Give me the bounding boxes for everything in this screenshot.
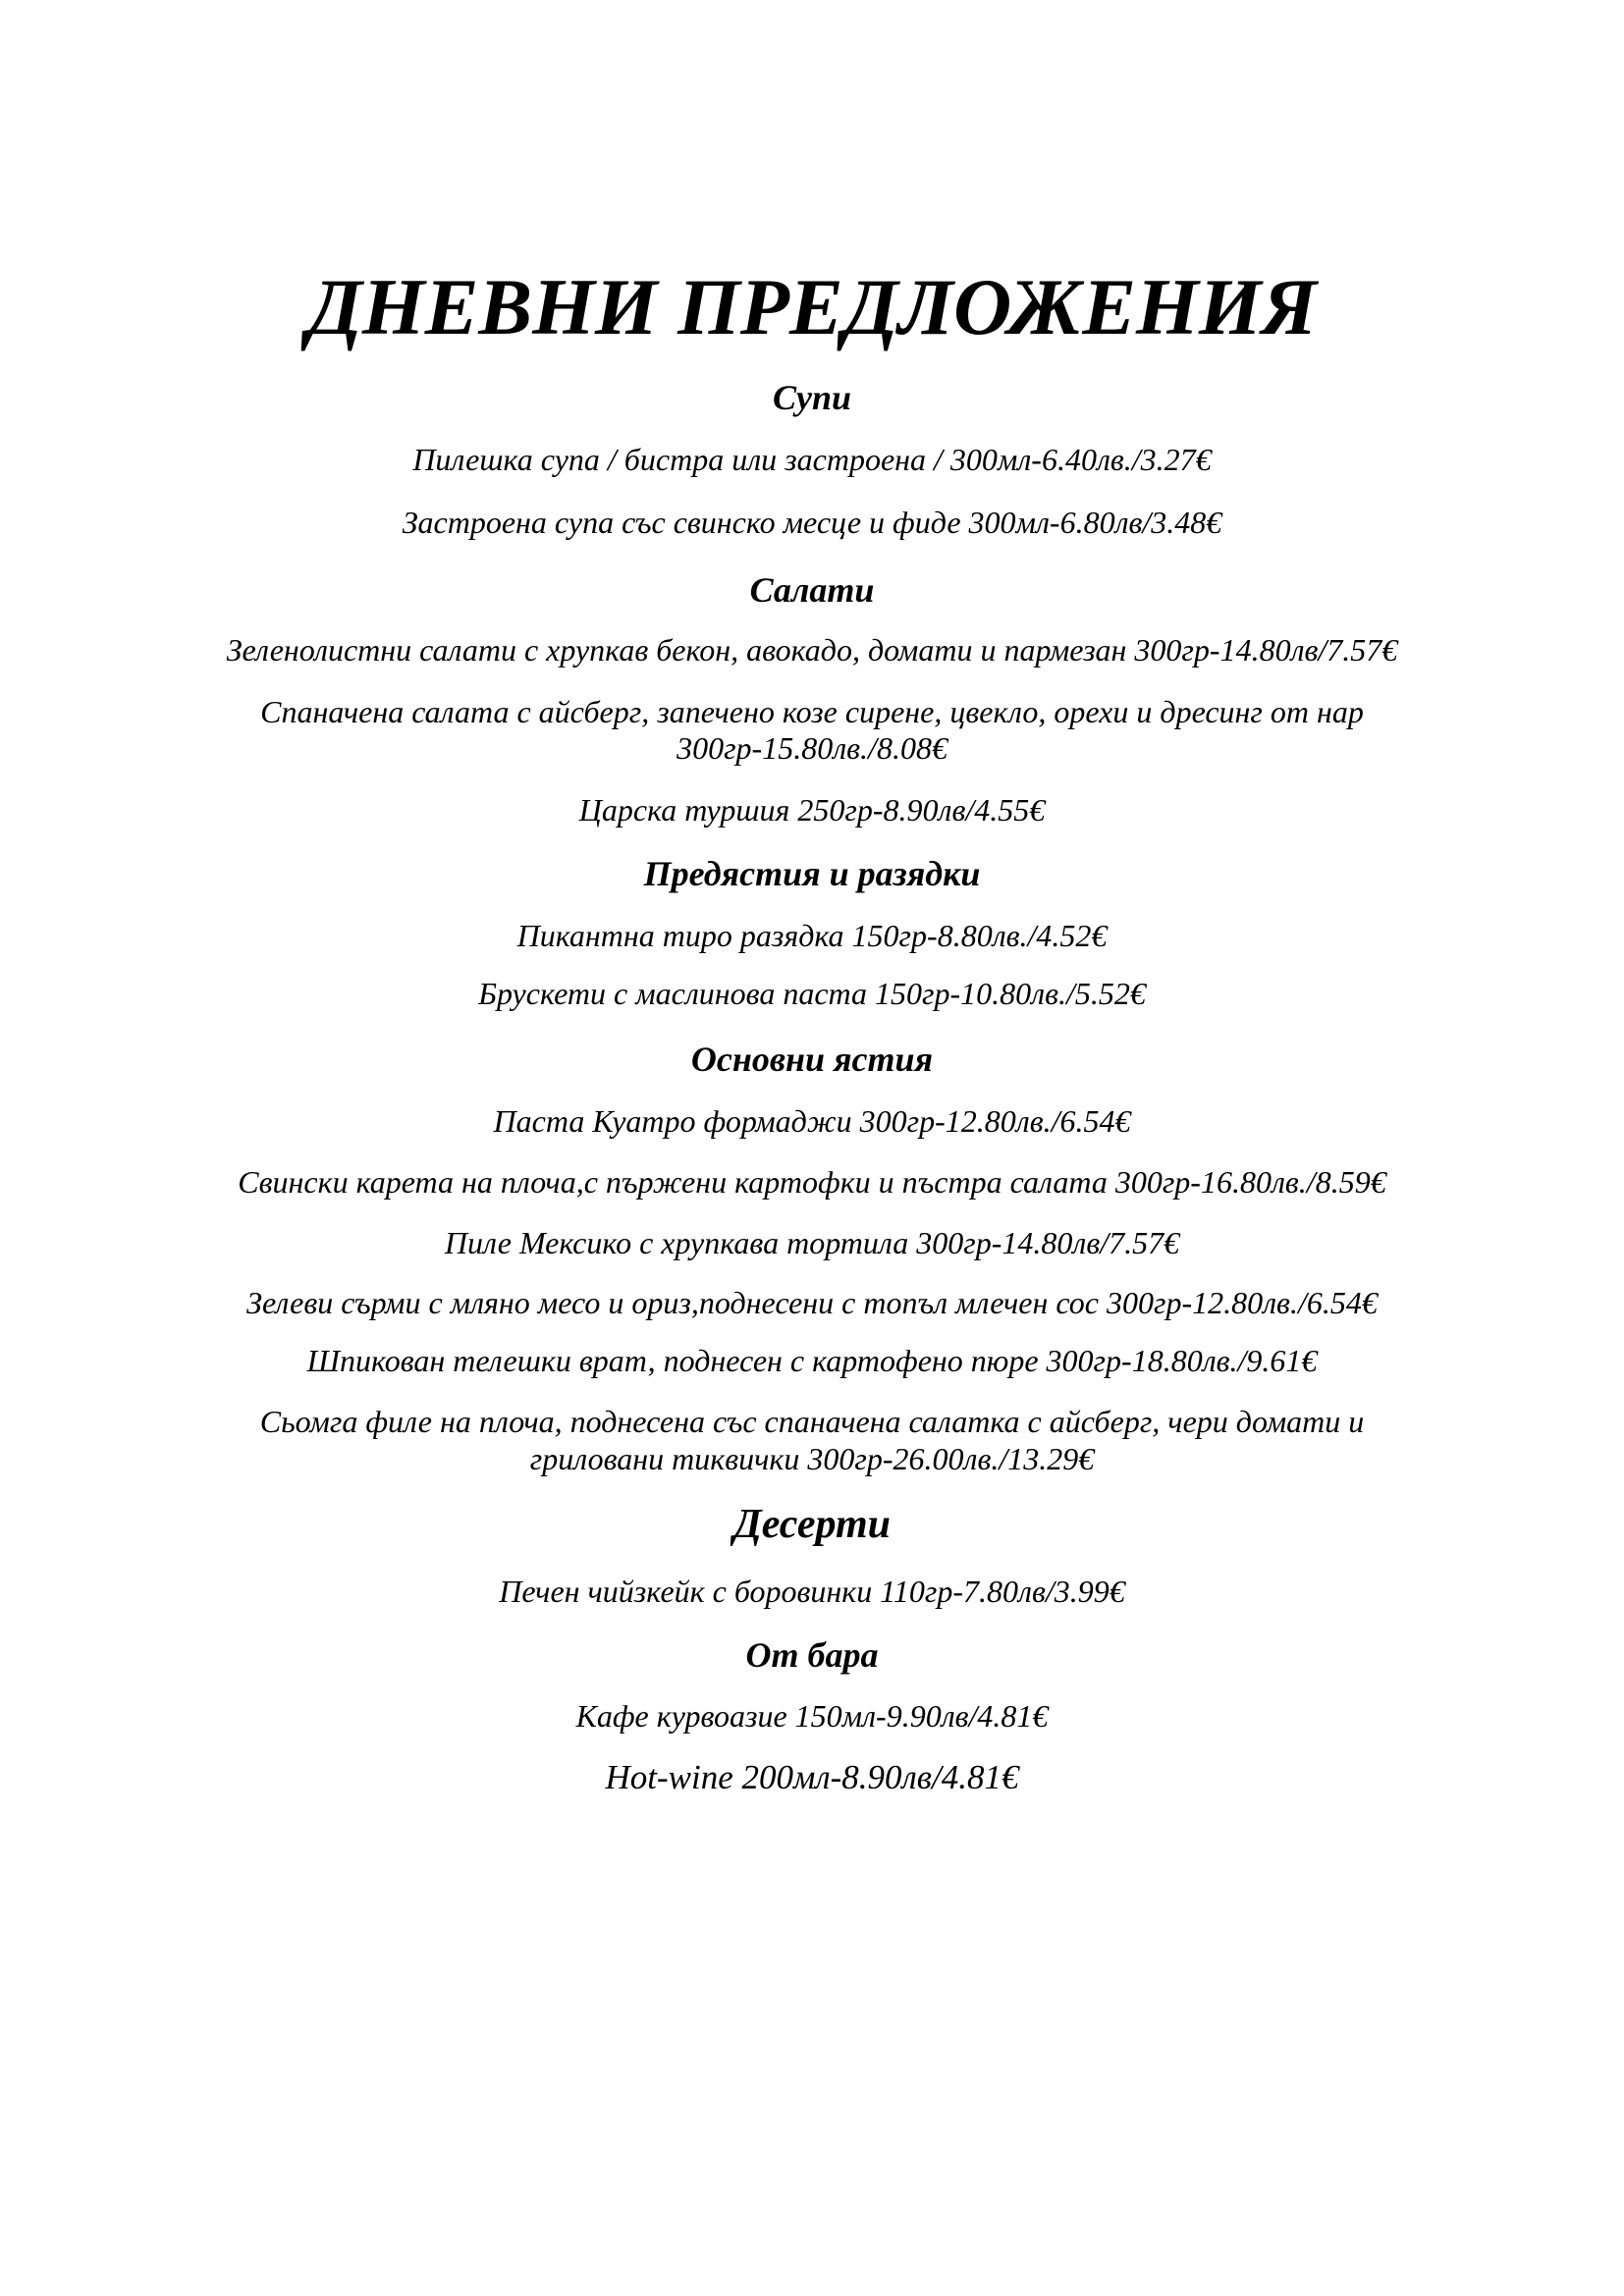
section-heading-desserts: Десерти <box>733 1502 891 1547</box>
menu-item: Кафе курвоазие 150мл-9.90лв/4.81€ <box>575 1698 1049 1734</box>
section-heading-soups: Супи <box>772 378 852 417</box>
menu-item: Свински карета на плоча,с пържени картофки и пъстра салата 300гр-16.80лв./8.59€ <box>238 1164 1386 1200</box>
menu-item-continuation: гриловани тиквички 300гр-26.00лв./13.29€ <box>529 1441 1095 1476</box>
menu-item: Hot-wine 200мл-8.90лв/4.81€ <box>605 1758 1019 1796</box>
menu-item: Пилешка супа / бистра или застроена / 300мл-6.40лв./3.27€ <box>412 442 1212 477</box>
menu-item: Царска туршия 250гр-8.90лв/4.55€ <box>578 792 1046 828</box>
menu-item: Сьомга филе на плоча, поднесена със спаначена салатка с айсберг, чери домати и <box>259 1404 1365 1439</box>
section-heading-bar: От бара <box>745 1635 879 1675</box>
menu-item: Зеленолистни салати с хрупкав бекон, авокадо, домати и пармезан 300гр-14.80лв/7.57€ <box>226 632 1398 667</box>
menu-item: Застроена супа със свинско месце и фиде 300мл-6.80лв/3.48€ <box>402 505 1222 540</box>
menu-item-continuation: 300гр-15.80лв./8.08€ <box>677 730 947 766</box>
menu-item: Паста Куатро формаджи 300гр-12.80лв./6.54€ <box>493 1103 1131 1139</box>
menu-item: Брускети с маслинова паста 150гр-10.80лв./5.52€ <box>478 976 1146 1011</box>
menu-item: Печен чийзкейк с боровинки 110гр-7.80лв/3.99€ <box>499 1574 1125 1609</box>
section-heading-starters: Предястия и разядки <box>643 854 981 893</box>
menu-item: Шпикован телешки врат, поднесен с картофено пюре 300гр-18.80лв./9.61€ <box>306 1343 1318 1378</box>
section-heading-main-dishes: Основни ястия <box>690 1040 934 1079</box>
menu-item: Зелеви сърми с мляно месо и ориз,поднесени с топъл млечен сос 300гр-12.80лв./6.54€ <box>246 1285 1378 1320</box>
menu-item: Пикантна тиро разядка 150гр-8.80лв./4.52€ <box>516 918 1108 953</box>
menu-item: Спаначена салата с айсберг, запечено козе сирене, цвекло, орехи и дресинг от нар <box>260 694 1364 729</box>
menu-item: Пиле Мексико с хрупкава тортила 300гр-14.80лв/7.57€ <box>444 1225 1180 1260</box>
page-title: ДНЕВНИ ПРЕДЛОЖЕНИЯ <box>306 262 1318 351</box>
section-heading-salads: Салати <box>749 570 875 610</box>
